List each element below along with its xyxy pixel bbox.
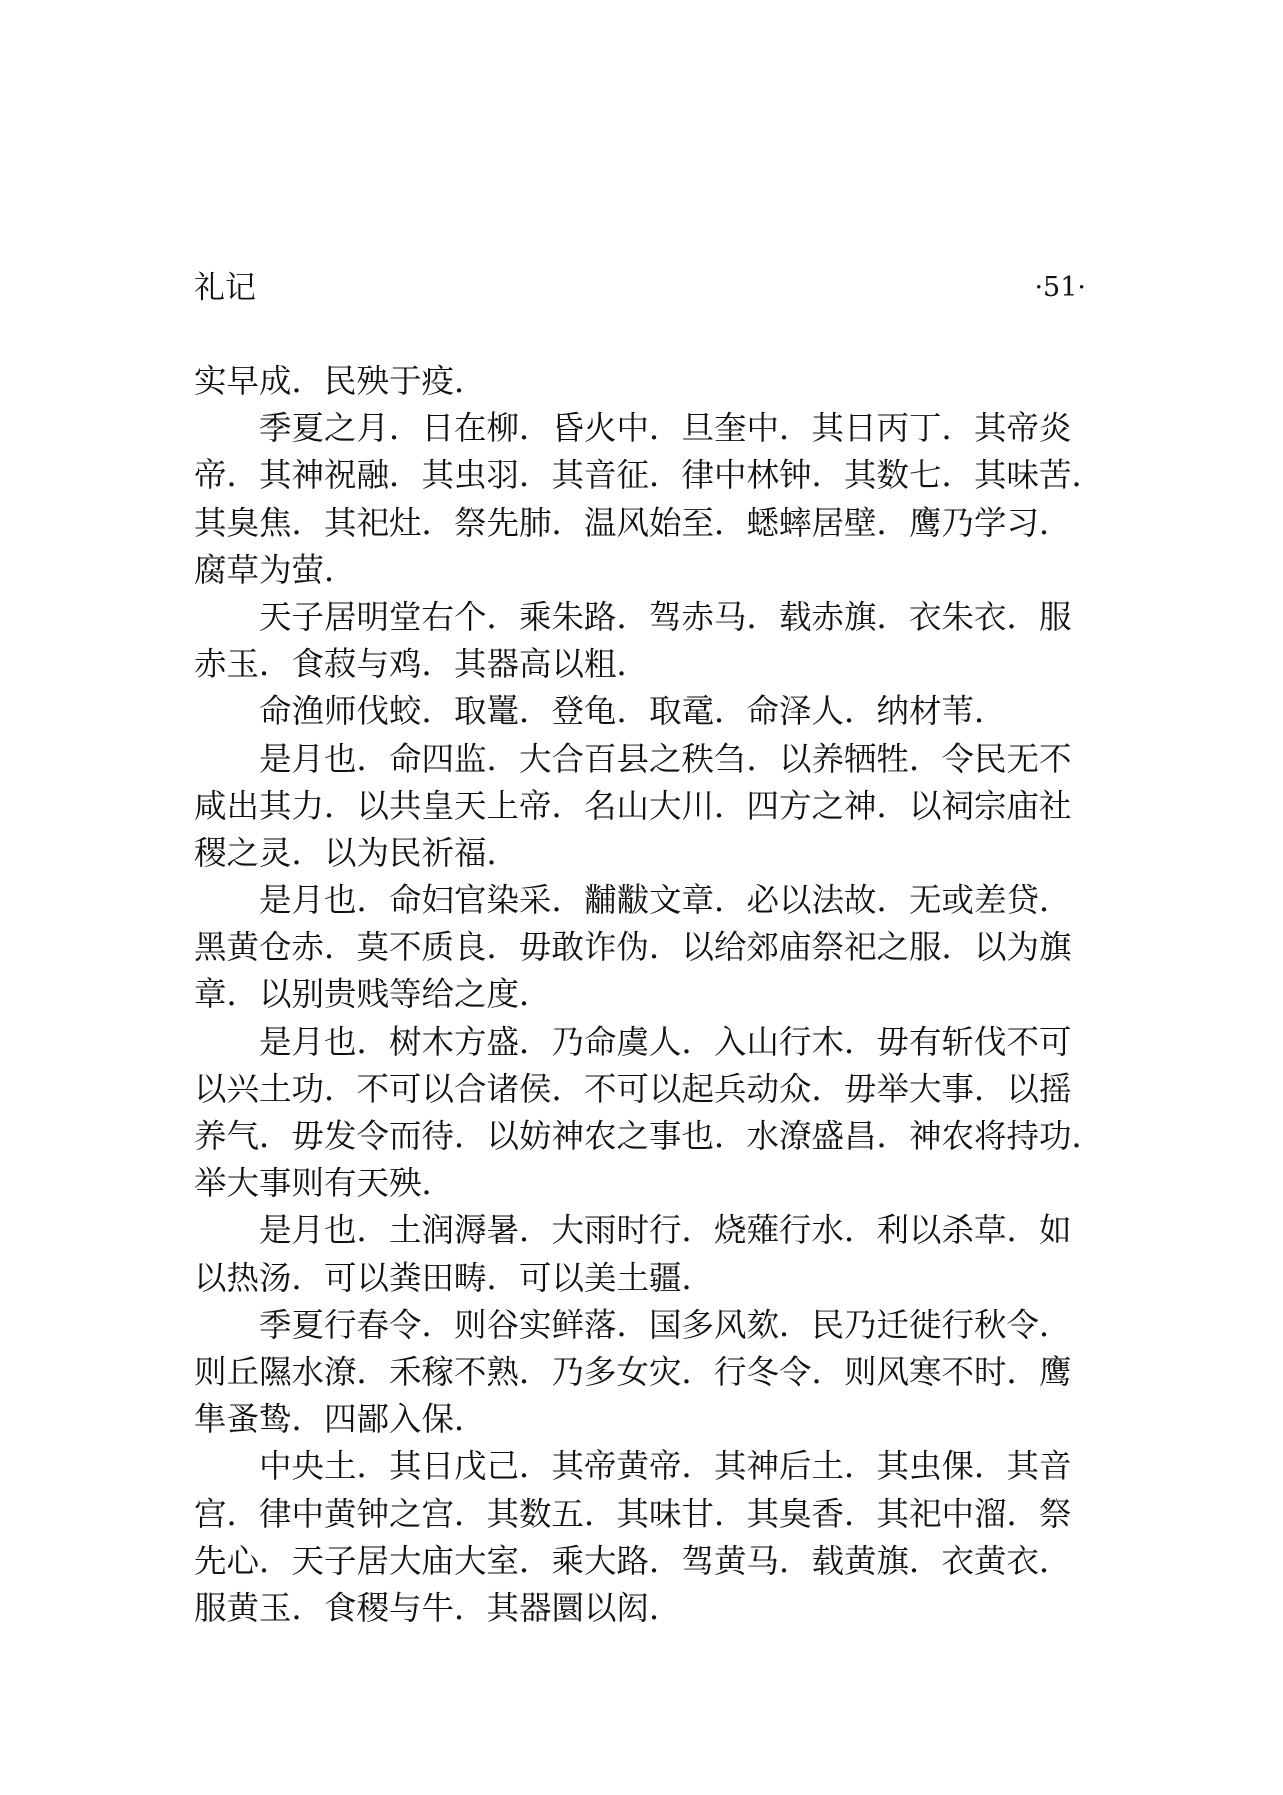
text-line: 隼蚤鸷．四鄙入保． [194, 1400, 487, 1439]
text-line: 先心．天子居大庙大室．乘大路．驾黄马．载黄旗．衣黄衣． [194, 1541, 1072, 1580]
text-line: 赤玉．食菽与鸡．其器高以粗． [194, 645, 650, 684]
text-line: 养气．毋发令而待．以妨神农之事也．水潦盛昌．神农将持功． [194, 1117, 1105, 1155]
text-line: 是月也．树木方盛．乃命虞人．入山行木．毋有斩伐不可 [259, 1022, 1072, 1061]
text-line: 举大事则有天殃． [194, 1164, 455, 1203]
text-line: 服黄玉．食稷与牛．其器圜以闳． [194, 1588, 682, 1627]
page-number: ·51· [1034, 272, 1086, 303]
text-line: 命渔师伐蛟．取鼍．登龟．取鼋．命泽人．纳材苇． [259, 692, 1007, 731]
text-line: 黑黄仓赤．莫不质良．毋敢诈伪．以给郊庙祭祀之服．以为旗 [194, 928, 1072, 967]
text-line: 是月也．命四监．大合百县之秩刍．以养牺牲．令民无不 [259, 739, 1072, 778]
text-line: 稷之灵．以为民祈福． [194, 833, 520, 872]
running-head [194, 268, 1086, 308]
text-line: 天子居明堂右个．乘朱路．驾赤马．载赤旗．衣朱衣．服 [259, 597, 1072, 636]
body-text [194, 358, 1105, 1632]
text-line: 是月也．土润溽暑．大雨时行．烧薙行水．利以杀草．如 [259, 1211, 1072, 1250]
text-line: 实早成．民殃于疫． [194, 362, 487, 400]
text-line: 其臭焦．其祀灶．祭先肺．温风始至．蟋蟀居壁．鹰乃学习． [194, 503, 1072, 542]
text-line: 季夏之月．日在柳．昏火中．旦奎中．其日丙丁．其帝炎 [259, 409, 1072, 448]
book-title: 礼记 [194, 270, 256, 306]
text-line: 则丘隰水潦．禾稼不熟．乃多女灾．行冬令．则风寒不时．鹰 [194, 1352, 1072, 1391]
text-line: 章．以别贵贱等给之度． [194, 975, 552, 1014]
text-line: 以兴土功．不可以合诸侯．不可以起兵动众．毋举大事．以摇 [194, 1069, 1072, 1108]
text-line: 帝．其神祝融．其虫羽．其音征．律中林钟．其数七．其味苦． [194, 456, 1105, 495]
text-line: 中央土．其日戊己．其帝黄帝．其神后土．其虫倮．其音 [259, 1447, 1072, 1486]
text-line: 腐草为萤． [194, 550, 357, 589]
text-line: 宫．律中黄钟之宫．其数五．其味甘．其臭香．其祀中溜．祭 [194, 1494, 1072, 1533]
text-line: 季夏行春令．则谷实鲜落．国多风欬．民乃迁徙行秋令． [259, 1305, 1072, 1344]
text-line: 是月也．命妇官染采．黼黻文章．必以法故．无或差贷． [259, 881, 1072, 920]
text-line: 以热汤．可以粪田畴．可以美土疆． [194, 1258, 715, 1297]
text-line: 咸出其力．以共皇天上帝．名山大川．四方之神．以祠宗庙社 [194, 786, 1072, 825]
